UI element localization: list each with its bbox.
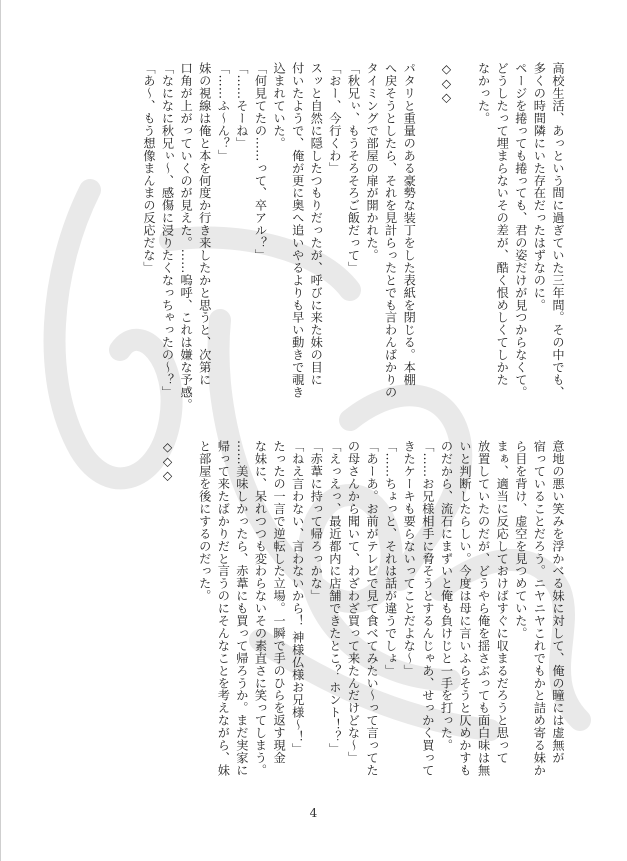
text-line: の母さんから聞いて、わざわざ買って来たんだけどな〜」 <box>346 440 361 764</box>
text-line: 口角が上がっていくのが見えた。……嗚呼、これは嫌な予感。 <box>179 62 194 411</box>
text-line: なかった。 <box>476 62 491 125</box>
text-line: 「……お兄様相手に脅そうとするんじゃあ、せっかく買って <box>420 440 435 777</box>
text-line: どうしたって埋まらないその差が、酷く恨めしくてしかた <box>495 62 510 386</box>
line-gap <box>177 440 196 820</box>
text-line: ら目を背け、虚空を見つめていた。 <box>513 440 528 640</box>
text-line: まぁ、適当に反応しておけばすぐに収まるだろうと思って <box>495 440 510 764</box>
text-line: ……美味しかったら、赤葦にも買って帰ろうか。まだ実家に <box>234 440 249 777</box>
text-line: 付いたようで、俺が更に奥へ追いやるよりも早い動きで覗き <box>290 62 305 399</box>
text-line: 「……ふ〜ん？」 <box>216 62 231 162</box>
text-line: 放置していたのだが、どうやら俺を揺さぶっても面白味は無 <box>476 440 491 777</box>
text-line: スッと自然に隠したつもりだったが、呼びに来た妹の目に <box>309 62 324 386</box>
text-line: 多くの時間隣にいた存在だったはずなのに。 <box>532 62 547 311</box>
top-text-block <box>139 62 567 432</box>
text-line: 「ねえ言わない、言わないから！ 神様仏様お兄様〜！」 <box>290 440 305 756</box>
text-line: 「なになに秋兄ぃ〜、感傷に浸りたくなっちゃったの〜？」 <box>160 62 175 399</box>
text-line: たったの一言で逆転した立場。一瞬で手のひらを返す現金 <box>272 440 287 764</box>
text-line: 「あーあ。お前がテレビで見て食べてみたい〜って言ってた <box>365 440 380 777</box>
text-line: 妹の視線は俺と本を何度か行き来したかと思うと、次第に <box>197 62 212 386</box>
text-line: 「あ〜、もう想像まんまの反応だな」 <box>141 62 156 274</box>
text-line: 意地の悪い笑みを浮かべる妹に対して、俺の瞳には虚無が <box>551 440 565 764</box>
text-line: と部屋を後にするのだった。 <box>197 440 212 602</box>
line-gap <box>455 62 474 432</box>
text-line: 「……ちょっと、それは話が違うでしょ」 <box>383 440 398 677</box>
text-line: のだから、流石にまずいと俺も負けじと一手を打った。 <box>439 440 454 752</box>
section-divider: ◇◇◇ <box>439 62 454 105</box>
text-line: 込まれていた。 <box>272 62 287 150</box>
text-line: 「何見てたの……って、卒アル？」 <box>253 62 268 262</box>
text-line: へ戻そうとしたら、それを見計らったとでも言わんばかりの <box>383 62 398 399</box>
text-line: タイミングで部屋の扉が開かれた。 <box>365 62 380 262</box>
text-line: 帰って来たばかりだと言うのにそんなことを考えながら、妹 <box>216 440 231 777</box>
text-line: きたケーキも要らないってことだよな〜」 <box>402 440 417 677</box>
text-line: 「おー、今行くわ」 <box>327 62 342 175</box>
text-line: 宿っていることだろう。ニヤニヤこれでもかと詰め寄る妹か <box>532 440 547 777</box>
line-gap <box>418 62 437 432</box>
page-left-edge <box>0 0 1 861</box>
text-line: ページを捲っても捲っても、君の姿だけが見つからなくて。 <box>513 62 528 399</box>
text-line: 「……そーね」 <box>234 62 249 150</box>
text-line: 高校生活、あっという間に過ぎていた三年間。その中でも、 <box>551 62 565 399</box>
text-line: 「秋兄ぃ、もうそろそろご飯だって」 <box>346 62 361 274</box>
text-line: な妹に、呆れつつも変わらないその素直さに笑ってしまう。 <box>253 440 268 777</box>
text-line: いと判断したらしい。今度は母に言いふらそうと仄めかすも <box>458 440 473 777</box>
text-line: パタリと重量のある豪勢な装丁をした表紙を閉じる。本棚 <box>402 62 417 386</box>
text-line: 「赤葦に持って帰ろっかな」 <box>309 440 324 602</box>
section-divider: ◇◇◇ <box>160 440 175 483</box>
text-line: 「えっえっ、最近都内に店舗できたとこ？ ホント！？」 <box>327 440 342 756</box>
page-number: 4 <box>309 806 318 820</box>
bottom-text-block <box>158 440 567 820</box>
